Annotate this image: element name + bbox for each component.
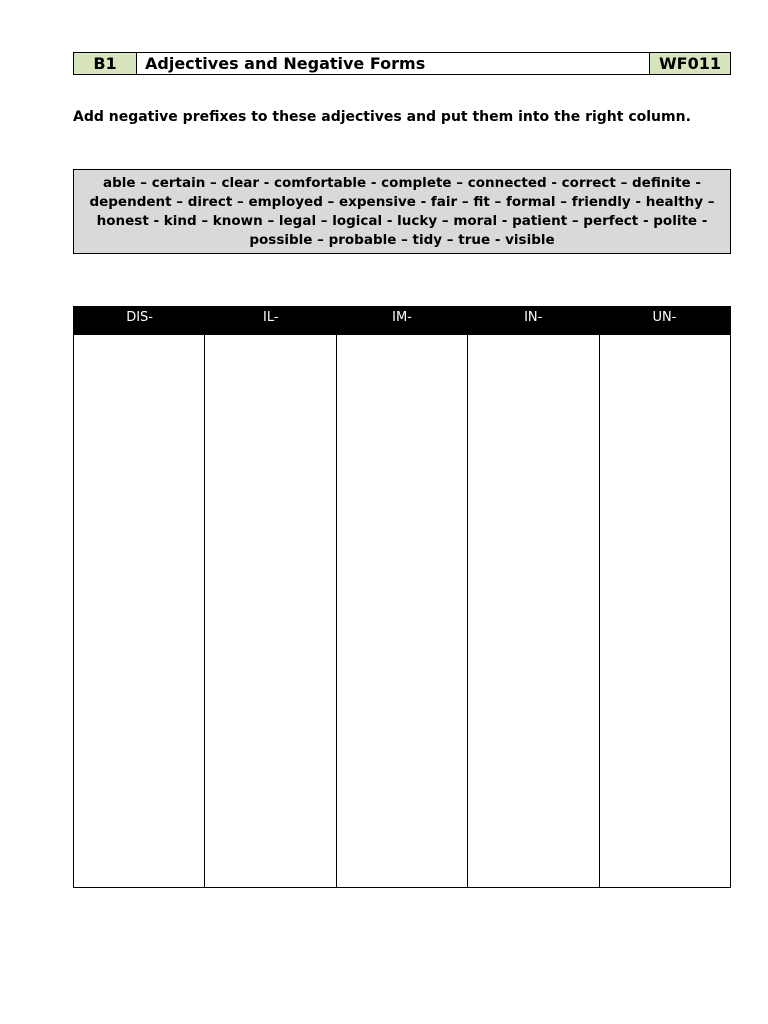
instructions-text: Add negative prefixes to these adjectives and put them into the right column. <box>73 109 691 125</box>
column-header-un: UN- <box>652 310 677 325</box>
answer-column-il[interactable] <box>205 335 336 887</box>
column-header-dis: DIS- <box>126 310 153 325</box>
word-bank-box <box>73 169 731 254</box>
worksheet-title: Adjectives and Negative Forms <box>137 53 649 74</box>
level-label: B1 <box>74 53 137 74</box>
column-header-il: IL- <box>263 310 279 325</box>
table-header-row <box>74 307 730 335</box>
answer-column-in[interactable] <box>468 335 599 887</box>
column-header-in: IN- <box>524 310 543 325</box>
answer-column-un[interactable] <box>600 335 730 887</box>
column-header-im: IM- <box>392 310 412 325</box>
table-body <box>74 335 730 887</box>
word-bank-list: able – certain – clear - comfortable - complete – connected - correct – definite - dependent – direct – employed – expensive - fair – fit – formal – friendly - healthy – honest - kind – known – legal – logical - lucky – moral - patient – perfect - polite - possible – probable – tidy – true - visible <box>89 174 715 248</box>
answer-column-dis[interactable] <box>74 335 205 887</box>
answer-column-im[interactable] <box>337 335 468 887</box>
prefix-table <box>73 306 731 888</box>
worksheet-header <box>73 52 731 75</box>
worksheet-code: WF011 <box>649 53 730 74</box>
